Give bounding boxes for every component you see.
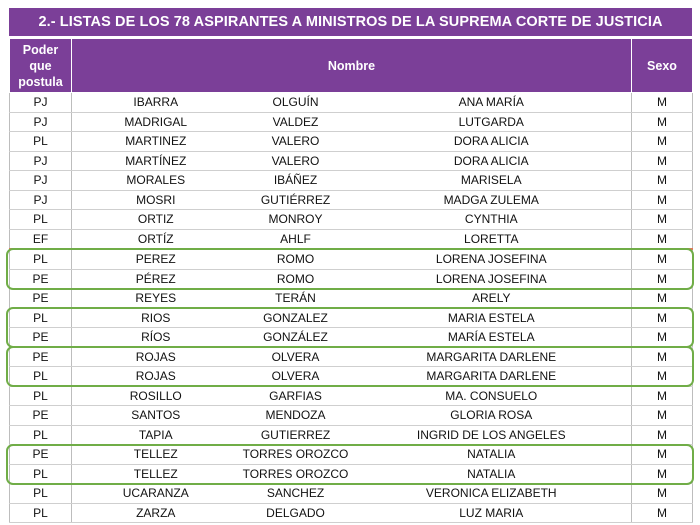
table-row <box>10 210 693 230</box>
cell-sexo: M <box>632 406 693 426</box>
cell-apellido-materno: VALERO <box>240 132 352 152</box>
table-row <box>10 171 693 191</box>
table-row <box>10 249 693 269</box>
cell-apellido-materno: ROMO <box>240 269 352 289</box>
candidates-table <box>9 38 693 523</box>
cell-nombres: MARIA ESTELA <box>352 308 632 328</box>
cell-apellido-paterno: RÍOS <box>72 328 240 348</box>
cell-nombres: VERONICA ELIZABETH <box>352 484 632 504</box>
table-row <box>10 484 693 504</box>
cell-apellido-paterno: REYES <box>72 289 240 309</box>
cell-sexo: M <box>632 503 693 523</box>
cell-poder: PL <box>10 503 72 523</box>
cell-sexo: M <box>632 269 693 289</box>
cell-apellido-materno: VALDEZ <box>240 112 352 132</box>
cell-apellido-materno: GUTIERREZ <box>240 425 352 445</box>
cell-apellido-materno: TORRES OROZCO <box>240 464 352 484</box>
cell-apellido-materno: OLGUÍN <box>240 93 352 113</box>
cell-poder: PJ <box>10 151 72 171</box>
cell-apellido-paterno: MADRIGAL <box>72 112 240 132</box>
cell-poder: PE <box>10 289 72 309</box>
cell-apellido-materno: VALERO <box>240 151 352 171</box>
cell-apellido-paterno: UCARANZA <box>72 484 240 504</box>
cell-poder: PJ <box>10 171 72 191</box>
cell-nombres: MARISELA <box>352 171 632 191</box>
cell-nombres: DORA ALICIA <box>352 151 632 171</box>
cell-sexo: M <box>632 386 693 406</box>
cell-poder: PL <box>10 386 72 406</box>
table-row <box>10 93 693 113</box>
cell-poder: PE <box>10 269 72 289</box>
cell-nombres: LUTGARDA <box>352 112 632 132</box>
table-row <box>10 308 693 328</box>
table-row <box>10 386 693 406</box>
cell-nombres: MARGARITA DARLENE <box>352 347 632 367</box>
cell-sexo: M <box>632 93 693 113</box>
table-row <box>10 151 693 171</box>
cell-sexo: M <box>632 289 693 309</box>
cell-apellido-materno: AHLF <box>240 229 352 249</box>
cell-apellido-materno: GARFIAS <box>240 386 352 406</box>
cell-apellido-materno: DELGADO <box>240 503 352 523</box>
cell-sexo: M <box>632 308 693 328</box>
cell-sexo: M <box>632 112 693 132</box>
cell-apellido-paterno: PÉREZ <box>72 269 240 289</box>
table-row <box>10 269 693 289</box>
cell-poder: EF <box>10 229 72 249</box>
cell-nombres: ANA MARÍA <box>352 93 632 113</box>
cell-sexo: M <box>632 347 693 367</box>
cell-sexo: M <box>632 484 693 504</box>
cell-sexo: M <box>632 190 693 210</box>
table-row <box>10 328 693 348</box>
cell-apellido-paterno: RIOS <box>72 308 240 328</box>
cell-nombres: NATALIA <box>352 445 632 465</box>
cell-apellido-paterno: MARTÍNEZ <box>72 151 240 171</box>
cell-apellido-paterno: IBARRA <box>72 93 240 113</box>
cell-apellido-paterno: ORTÍZ <box>72 229 240 249</box>
table-row <box>10 112 693 132</box>
cell-apellido-paterno: TELLEZ <box>72 464 240 484</box>
cell-apellido-materno: MENDOZA <box>240 406 352 426</box>
document-title: 2.- LISTAS DE LOS 78 ASPIRANTES A MINISTROS DE LA SUPREMA CORTE DE JUSTICIA <box>9 8 692 36</box>
cell-poder: PJ <box>10 190 72 210</box>
cell-poder: PL <box>10 308 72 328</box>
table-row <box>10 425 693 445</box>
cell-apellido-materno: OLVERA <box>240 367 352 387</box>
cell-apellido-materno: GUTIÉRREZ <box>240 190 352 210</box>
cell-apellido-paterno: ROJAS <box>72 367 240 387</box>
cell-poder: PL <box>10 367 72 387</box>
cell-apellido-paterno: SANTOS <box>72 406 240 426</box>
cell-nombres: ARELY <box>352 289 632 309</box>
cell-apellido-materno: TERÁN <box>240 289 352 309</box>
cell-poder: PL <box>10 210 72 230</box>
table-row <box>10 229 693 249</box>
cell-poder: PE <box>10 347 72 367</box>
cell-apellido-paterno: MORALES <box>72 171 240 191</box>
cell-poder: PJ <box>10 112 72 132</box>
cell-apellido-materno: ROMO <box>240 249 352 269</box>
cell-nombres: LORENA JOSEFINA <box>352 249 632 269</box>
table-row <box>10 367 693 387</box>
table-header-row <box>10 39 693 93</box>
cell-apellido-paterno: PEREZ <box>72 249 240 269</box>
cell-nombres: NATALIA <box>352 464 632 484</box>
table-row <box>10 503 693 523</box>
table-row <box>10 406 693 426</box>
cell-sexo: M <box>632 464 693 484</box>
cell-nombres: LUZ MARIA <box>352 503 632 523</box>
cell-apellido-paterno: ORTIZ <box>72 210 240 230</box>
cell-poder: PL <box>10 249 72 269</box>
cell-nombres: MADGA ZULEMA <box>352 190 632 210</box>
cell-poder: PE <box>10 406 72 426</box>
cell-poder: PE <box>10 445 72 465</box>
cell-apellido-paterno: MOSRI <box>72 190 240 210</box>
table-row <box>10 289 693 309</box>
cell-sexo: M <box>632 171 693 191</box>
cell-sexo: M <box>632 132 693 152</box>
table-row <box>10 132 693 152</box>
cell-apellido-materno: MONROY <box>240 210 352 230</box>
cell-sexo: M <box>632 367 693 387</box>
table-row <box>10 347 693 367</box>
cell-sexo: M <box>632 249 693 269</box>
table-row <box>10 445 693 465</box>
cell-nombres: DORA ALICIA <box>352 132 632 152</box>
table-row <box>10 464 693 484</box>
cell-sexo: M <box>632 210 693 230</box>
cell-apellido-materno: GONZÁLEZ <box>240 328 352 348</box>
cell-poder: PL <box>10 425 72 445</box>
cell-apellido-materno: IBÁÑEZ <box>240 171 352 191</box>
cell-poder: PL <box>10 484 72 504</box>
cell-sexo: M <box>632 229 693 249</box>
cell-apellido-paterno: ROSILLO <box>72 386 240 406</box>
cell-apellido-paterno: TELLEZ <box>72 445 240 465</box>
cell-nombres: LORENA JOSEFINA <box>352 269 632 289</box>
cell-apellido-paterno: TAPIA <box>72 425 240 445</box>
cell-nombres: MA. CONSUELO <box>352 386 632 406</box>
header-sexo: Sexo <box>632 39 693 93</box>
cell-apellido-materno: OLVERA <box>240 347 352 367</box>
cell-apellido-paterno: ROJAS <box>72 347 240 367</box>
cell-apellido-paterno: ZARZA <box>72 503 240 523</box>
cell-nombres: LORETTA <box>352 229 632 249</box>
cell-nombres: MARGARITA DARLENE <box>352 367 632 387</box>
cell-sexo: M <box>632 328 693 348</box>
header-poder: Poder que postula <box>10 39 72 93</box>
cell-poder: PJ <box>10 93 72 113</box>
cell-sexo: M <box>632 425 693 445</box>
cell-poder: PE <box>10 328 72 348</box>
cell-sexo: M <box>632 445 693 465</box>
cell-poder: PL <box>10 464 72 484</box>
cell-apellido-materno: GONZALEZ <box>240 308 352 328</box>
cell-apellido-paterno: MARTINEZ <box>72 132 240 152</box>
cell-poder: PL <box>10 132 72 152</box>
table-row <box>10 190 693 210</box>
header-nombre: Nombre <box>72 39 632 93</box>
cell-nombres: INGRID DE LOS ANGELES <box>352 425 632 445</box>
cell-nombres: MARÍA ESTELA <box>352 328 632 348</box>
cell-apellido-materno: SANCHEZ <box>240 484 352 504</box>
cell-apellido-materno: TORRES OROZCO <box>240 445 352 465</box>
cell-sexo: M <box>632 151 693 171</box>
cell-nombres: GLORIA ROSA <box>352 406 632 426</box>
cell-nombres: CYNTHIA <box>352 210 632 230</box>
